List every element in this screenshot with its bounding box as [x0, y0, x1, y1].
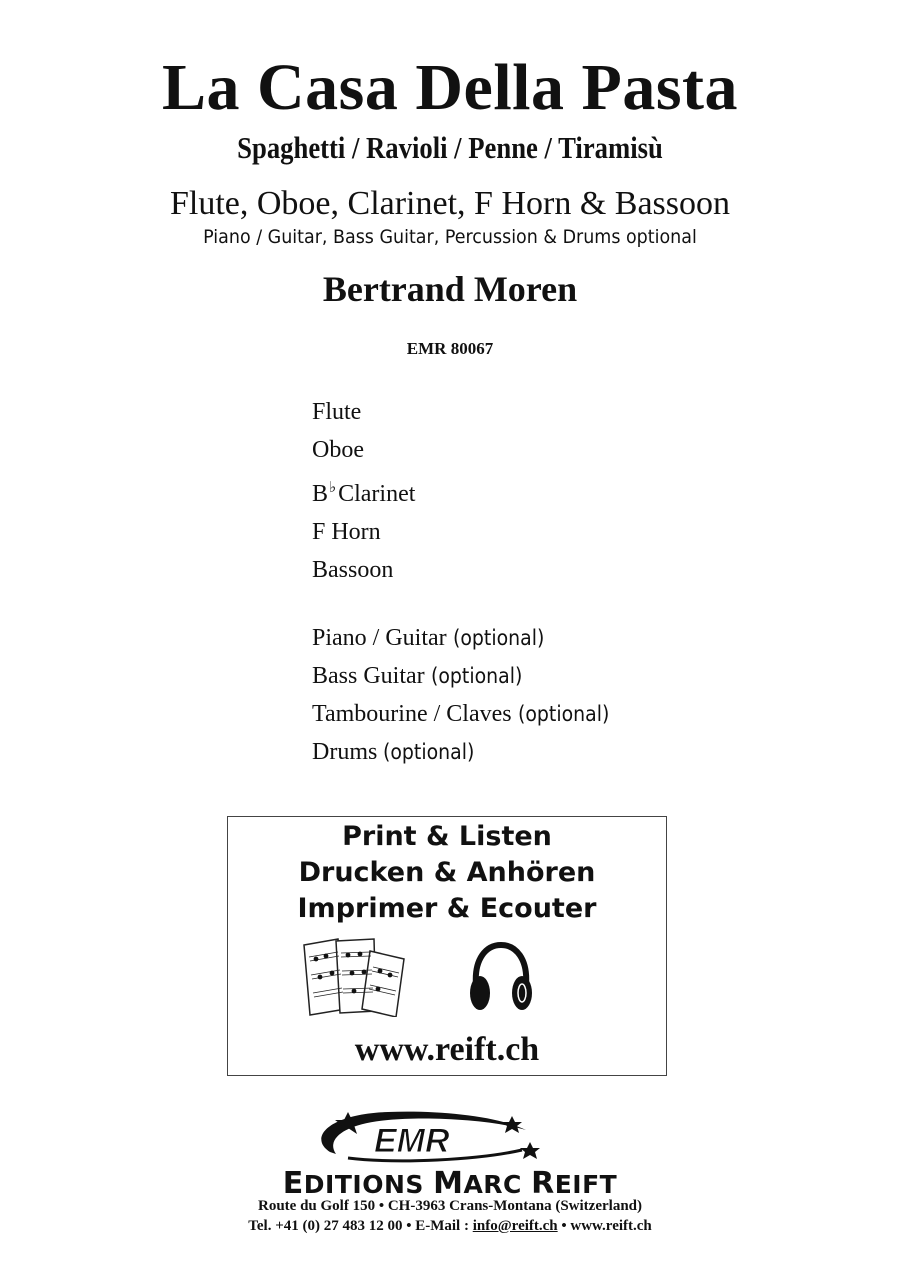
publisher-initial: M — [433, 1166, 464, 1201]
optional-part — [312, 733, 619, 771]
instrumentation: Flute, Oboe, Clarinet, F Horn & Bassoon — [169, 185, 731, 222]
telephone: Tel. +41 (0) 27 483 12 00 • E-Mail : — [248, 1218, 473, 1234]
page-title: La Casa Della Pasta — [162, 51, 738, 124]
publisher-address: Route du Golf 150 • CH-3963 Crans-Montana (Switzerland) — [258, 1198, 642, 1214]
publisher-word: EIFT — [554, 1170, 618, 1199]
catalog-number: EMR 80067 — [406, 339, 494, 358]
publisher-initial: R — [531, 1166, 555, 1201]
optional-instrumentation: Piano / Guitar, Bass Guitar, Percussion & Drums optional — [203, 226, 697, 248]
publisher-name — [0, 1166, 900, 1201]
part-flute: Flute — [312, 399, 362, 425]
publisher-word: DITIONS — [303, 1170, 434, 1199]
promo-line-english: Print & Listen — [342, 821, 552, 852]
emr-logo — [308, 1106, 544, 1168]
part-clarinet-key: B — [312, 481, 329, 507]
optional-note: (optional) — [452, 626, 545, 650]
print-listen-box — [227, 816, 667, 1076]
email-link[interactable]: info@reift.ch — [472, 1218, 558, 1234]
optional-part — [312, 695, 619, 733]
part-oboe: Oboe — [312, 437, 364, 463]
optional-part-name: Bass Guitar — [312, 663, 425, 689]
part-clarinet-label: Clarinet — [338, 481, 416, 507]
optional-note: (optional) — [383, 740, 475, 764]
publisher-word: ARC — [463, 1170, 532, 1199]
subtitle: Spaghetti / Ravioli / Penne / Tiramisù — [237, 130, 663, 165]
flat-sign: ♭ — [329, 480, 337, 496]
parts-list — [312, 393, 415, 589]
publisher-contact — [0, 1218, 900, 1235]
part-clarinet — [312, 469, 415, 513]
optional-part-name: Drums — [312, 739, 378, 765]
optional-note: (optional) — [517, 702, 609, 726]
optional-part-name: Tambourine / Claves — [312, 701, 512, 727]
headphones-icon — [466, 941, 536, 1015]
sheet-music-icon — [300, 937, 412, 1017]
website-link[interactable]: www.reift.ch — [354, 1031, 540, 1068]
website: • www.reift.ch — [557, 1218, 652, 1234]
part-f-horn: F Horn — [312, 519, 381, 545]
publisher-initial: E — [282, 1166, 304, 1201]
emr-logo-text: EMR — [374, 1122, 450, 1160]
optional-part — [312, 619, 619, 657]
part-bassoon: Bassoon — [312, 557, 394, 583]
promo-line-french: Imprimer & Ecouter — [297, 893, 597, 924]
optional-part — [312, 657, 619, 695]
optional-note: (optional) — [430, 664, 523, 688]
promo-line-german: Drucken & Anhören — [298, 857, 596, 888]
composer-name: Bertrand Moren — [322, 269, 578, 309]
optional-part-name: Piano / Guitar — [312, 625, 447, 651]
optional-parts-list — [312, 619, 619, 771]
